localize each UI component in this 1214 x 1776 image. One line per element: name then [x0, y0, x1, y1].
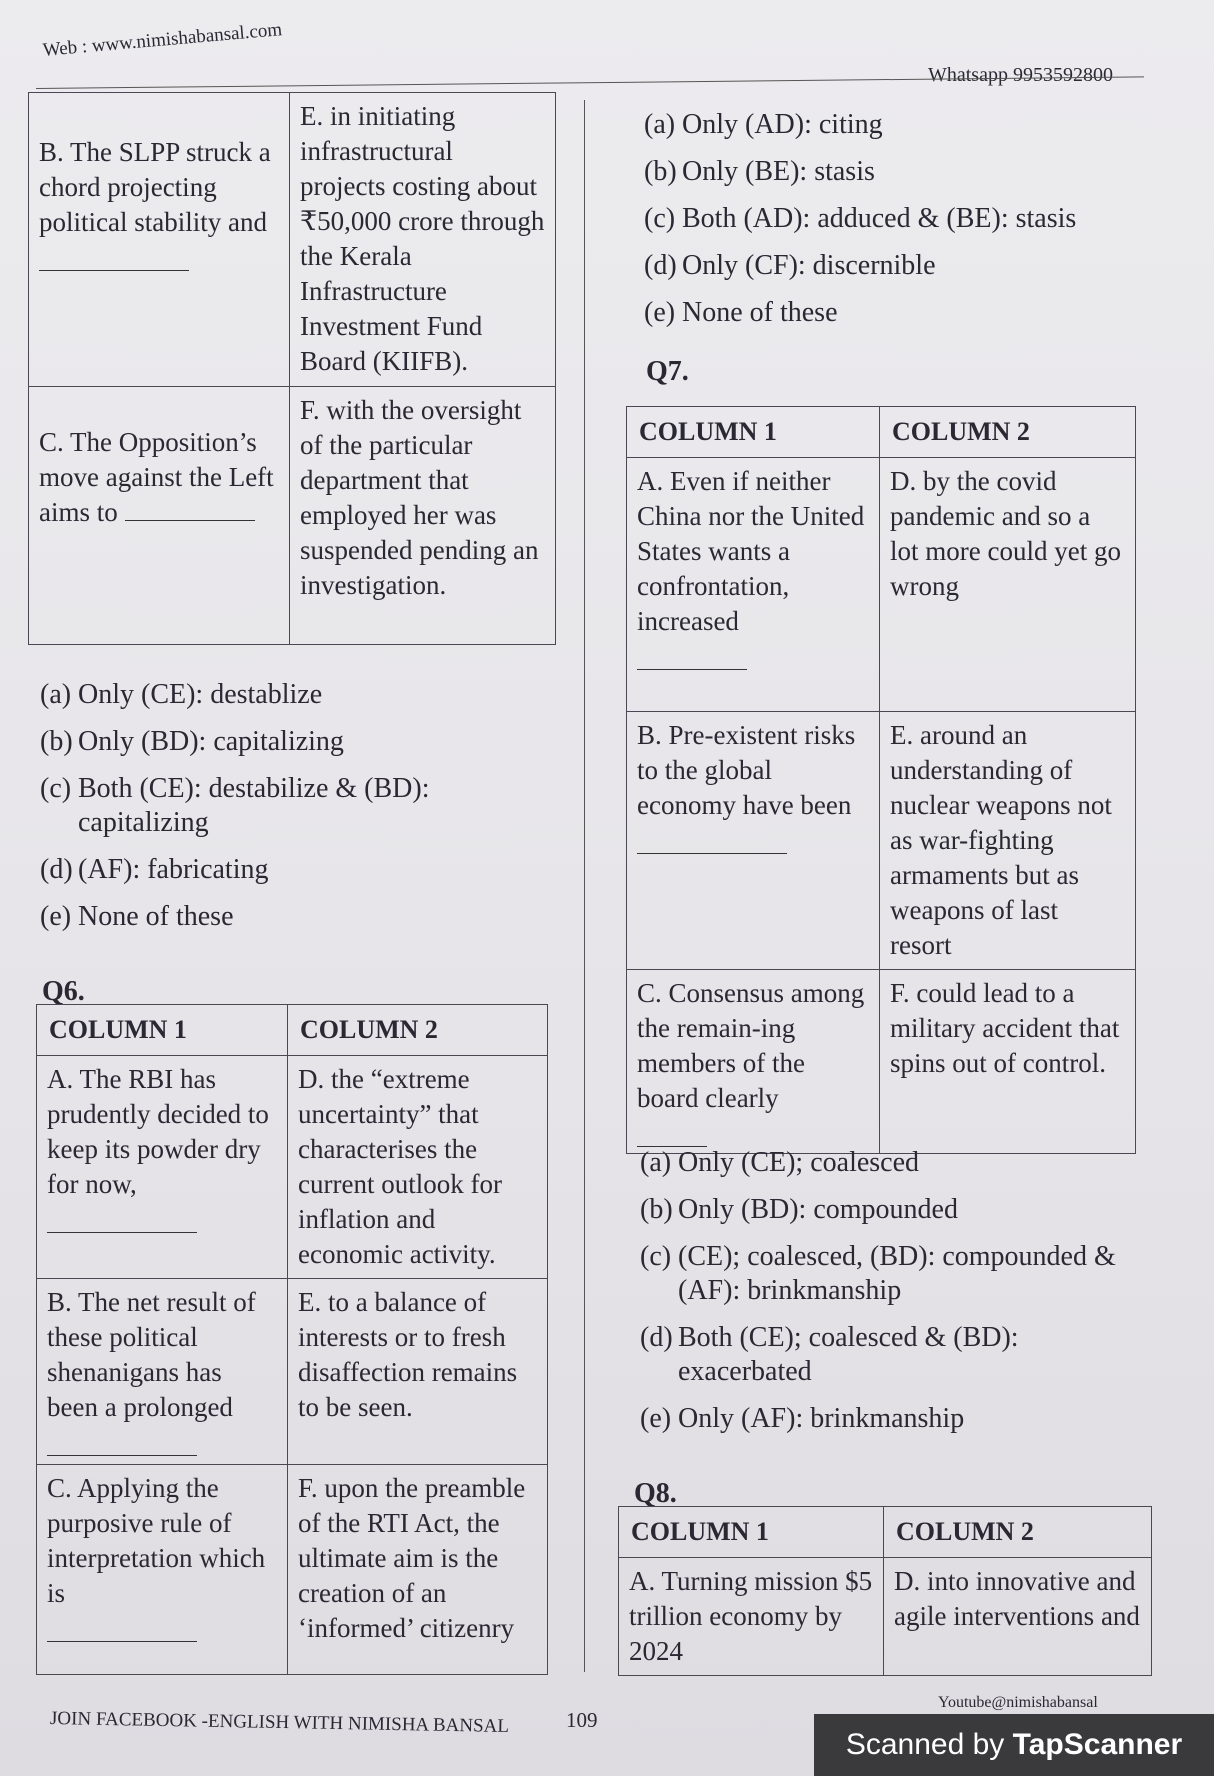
footer-facebook: JOIN FACEBOOK -ENGLISH WITH NIMISHA BANSAL: [49, 1708, 510, 1738]
page-number: 109: [566, 1708, 598, 1732]
q5-row-c-left: [29, 387, 290, 645]
option-label: (b): [644, 156, 677, 187]
scanner-prefix: Scanned by: [845, 1728, 1013, 1761]
option-item: [644, 296, 1144, 330]
table-row: [37, 1056, 548, 1279]
option-text: Only (CF): discernible: [682, 250, 936, 281]
table-header-row: [627, 407, 1136, 458]
q8-heading: Q8.: [634, 1478, 677, 1509]
q5-table: [28, 92, 556, 645]
option-item: [40, 900, 560, 934]
option-text: Only (CE): destablize: [78, 679, 323, 710]
q5-row-e-right: E. in initiating infrastructural projects costing about ₹50,000 crore through the Kerala Infrastructure Investment Fund Board (KIIFB).: [290, 93, 556, 387]
option-item: [644, 202, 1144, 236]
option-item: [40, 853, 560, 887]
option-label: (a): [40, 679, 72, 710]
q6-row-d-right: D. the “extreme uncertainty” that characterises the current outlook for inflation and economic activity.: [288, 1056, 548, 1279]
option-label: (c): [644, 203, 676, 234]
option-text: (CE); coalesced, (BD): compounded & (AF): brinkmanship: [678, 1241, 1116, 1306]
table-header-row: [37, 1005, 548, 1056]
option-item: [640, 1321, 1140, 1389]
q7-row-c-left: [627, 970, 880, 1154]
q7-table: [626, 406, 1136, 1154]
q6-heading: Q6.: [42, 976, 85, 1007]
option-item: [640, 1193, 1140, 1227]
table-header-row: [619, 1507, 1152, 1558]
q7-row-f-right: F. could lead to a military accident that spins out of control.: [880, 970, 1136, 1154]
option-item: [40, 678, 560, 712]
table-cell-text: C. Consensus among the remain-ing members of the board clearly: [637, 978, 865, 1113]
option-text: Only (AF): brinkmanship: [678, 1403, 965, 1434]
column-divider: [584, 100, 585, 1672]
q6-row-e-right: E. to a balance of interests or to fresh disaffection remains to be seen.: [288, 1279, 548, 1465]
option-text: Only (CE); coalesced: [678, 1147, 920, 1178]
option-label: (d): [40, 854, 73, 885]
table-cell-text: B. The SLPP struck a chord projecting political stability and: [39, 137, 271, 237]
option-label: (e): [640, 1403, 672, 1434]
q5-row-f-right: F. with the oversight of the particular department that employed her was suspended pending an investigation.: [290, 387, 556, 645]
q8-table: [618, 1506, 1152, 1676]
option-label: (e): [644, 297, 676, 328]
option-text: Both (CE); coalesced & (BD): exacerbated: [678, 1322, 1019, 1387]
option-text: Only (BD): capitalizing: [78, 726, 344, 757]
q6-row-c-left: [37, 1465, 288, 1675]
q6-row-b-left: [37, 1279, 288, 1465]
footer-youtube: Youtube@nimishabansal: [938, 1694, 1098, 1711]
option-item: [40, 772, 560, 840]
table-row: [619, 1558, 1152, 1676]
table-row: [29, 387, 556, 645]
option-item: [644, 108, 1144, 142]
table-cell-text: [39, 425, 279, 530]
option-text: (AF): fabricating: [78, 854, 269, 885]
option-item: [640, 1402, 1140, 1436]
option-text: Only (AD): citing: [682, 109, 883, 140]
q8-column-1-header: COLUMN 1: [619, 1507, 884, 1558]
answer-blank: [637, 1124, 707, 1147]
q7-column-2-header: COLUMN 2: [880, 407, 1136, 458]
website-url: Web : www.nimishabansal.com: [42, 19, 283, 61]
table-cell-text: B. Pre-existent risks to the global economy have been: [637, 720, 856, 820]
option-text: Both (CE): destabilize & (BD): capitalizing: [78, 773, 430, 838]
table-cell-text: A. The RBI has prudently decided to keep its powder dry for now,: [47, 1064, 269, 1199]
option-text: Both (AD): adduced & (BE): stasis: [682, 203, 1077, 234]
table-cell-text: B. The net result of these political shenanigans has been a prolonged: [47, 1287, 256, 1422]
q7-row-d-right: D. by the covid pandemic and so a lot more could yet go wrong: [880, 458, 1136, 712]
q5-options: [40, 678, 560, 947]
whatsapp-number: Whatsapp 9953592800: [928, 64, 1113, 86]
table-row: [37, 1465, 548, 1675]
answer-blank: [39, 248, 189, 271]
option-item: [640, 1146, 1140, 1180]
table-row: [37, 1279, 548, 1465]
option-label: (a): [644, 109, 676, 140]
q7-row-a-left: [627, 458, 880, 712]
q7-row-b-left: [627, 712, 880, 970]
table-cell-text: C. The Opposition’s move against the Left aims to: [39, 427, 274, 527]
q6-column-1-header: COLUMN 1: [37, 1005, 288, 1056]
table-row: [627, 458, 1136, 712]
q7-row-e-right: E. around an understanding of nuclear weapons not as war-fighting armaments but as weapons of last resort: [880, 712, 1136, 970]
option-label: (c): [40, 773, 72, 804]
answer-blank: [125, 510, 255, 521]
option-text: None of these: [682, 297, 838, 328]
option-item: [644, 155, 1144, 189]
q8-row-d-right: D. into innovative and agile interventions and: [884, 1558, 1152, 1676]
option-label: (e): [40, 901, 72, 932]
scanner-watermark: [814, 1714, 1214, 1776]
scanner-brand: TapScanner: [1012, 1728, 1183, 1761]
q7-heading: Q7.: [646, 356, 689, 387]
table-row: [627, 970, 1136, 1154]
option-text: Only (BD): compounded: [678, 1194, 958, 1225]
option-label: (d): [640, 1322, 673, 1353]
answer-blank: [47, 1210, 197, 1233]
option-item: [40, 725, 560, 759]
table-cell-text: C. Applying the purposive rule of interpretation which is: [47, 1473, 266, 1608]
option-item: [644, 249, 1144, 283]
q6-row-f-right: F. upon the preamble of the RTI Act, the ultimate aim is the creation of an ‘informed’ citizenry: [288, 1465, 548, 1675]
option-item: [640, 1240, 1140, 1308]
option-label: (c): [640, 1241, 672, 1272]
q6-options: [644, 108, 1144, 343]
answer-blank: [47, 1619, 197, 1642]
q7-column-1-header: COLUMN 1: [627, 407, 880, 458]
answer-blank: [637, 831, 787, 854]
q6-column-2-header: COLUMN 2: [288, 1005, 548, 1056]
option-text: Only (BE): stasis: [682, 156, 875, 187]
table-cell-text: A. Even if neither China nor the United States wants a confrontation, increased: [637, 466, 865, 636]
q8-column-2-header: COLUMN 2: [884, 1507, 1152, 1558]
option-label: (b): [640, 1194, 673, 1225]
option-label: (b): [40, 726, 73, 757]
q8-row-a-left: A. Turning mission $5 trillion economy by 2024: [619, 1558, 884, 1676]
table-row: [627, 712, 1136, 970]
table-row: [29, 93, 556, 387]
q7-options: [640, 1146, 1140, 1449]
option-label: (d): [644, 250, 677, 281]
q6-row-a-left: [37, 1056, 288, 1279]
answer-blank: [47, 1433, 197, 1456]
option-text: None of these: [78, 901, 234, 932]
answer-blank: [637, 647, 747, 670]
option-label: (a): [640, 1147, 672, 1178]
q5-row-b-left: [29, 93, 290, 387]
q6-table: [36, 1004, 548, 1675]
